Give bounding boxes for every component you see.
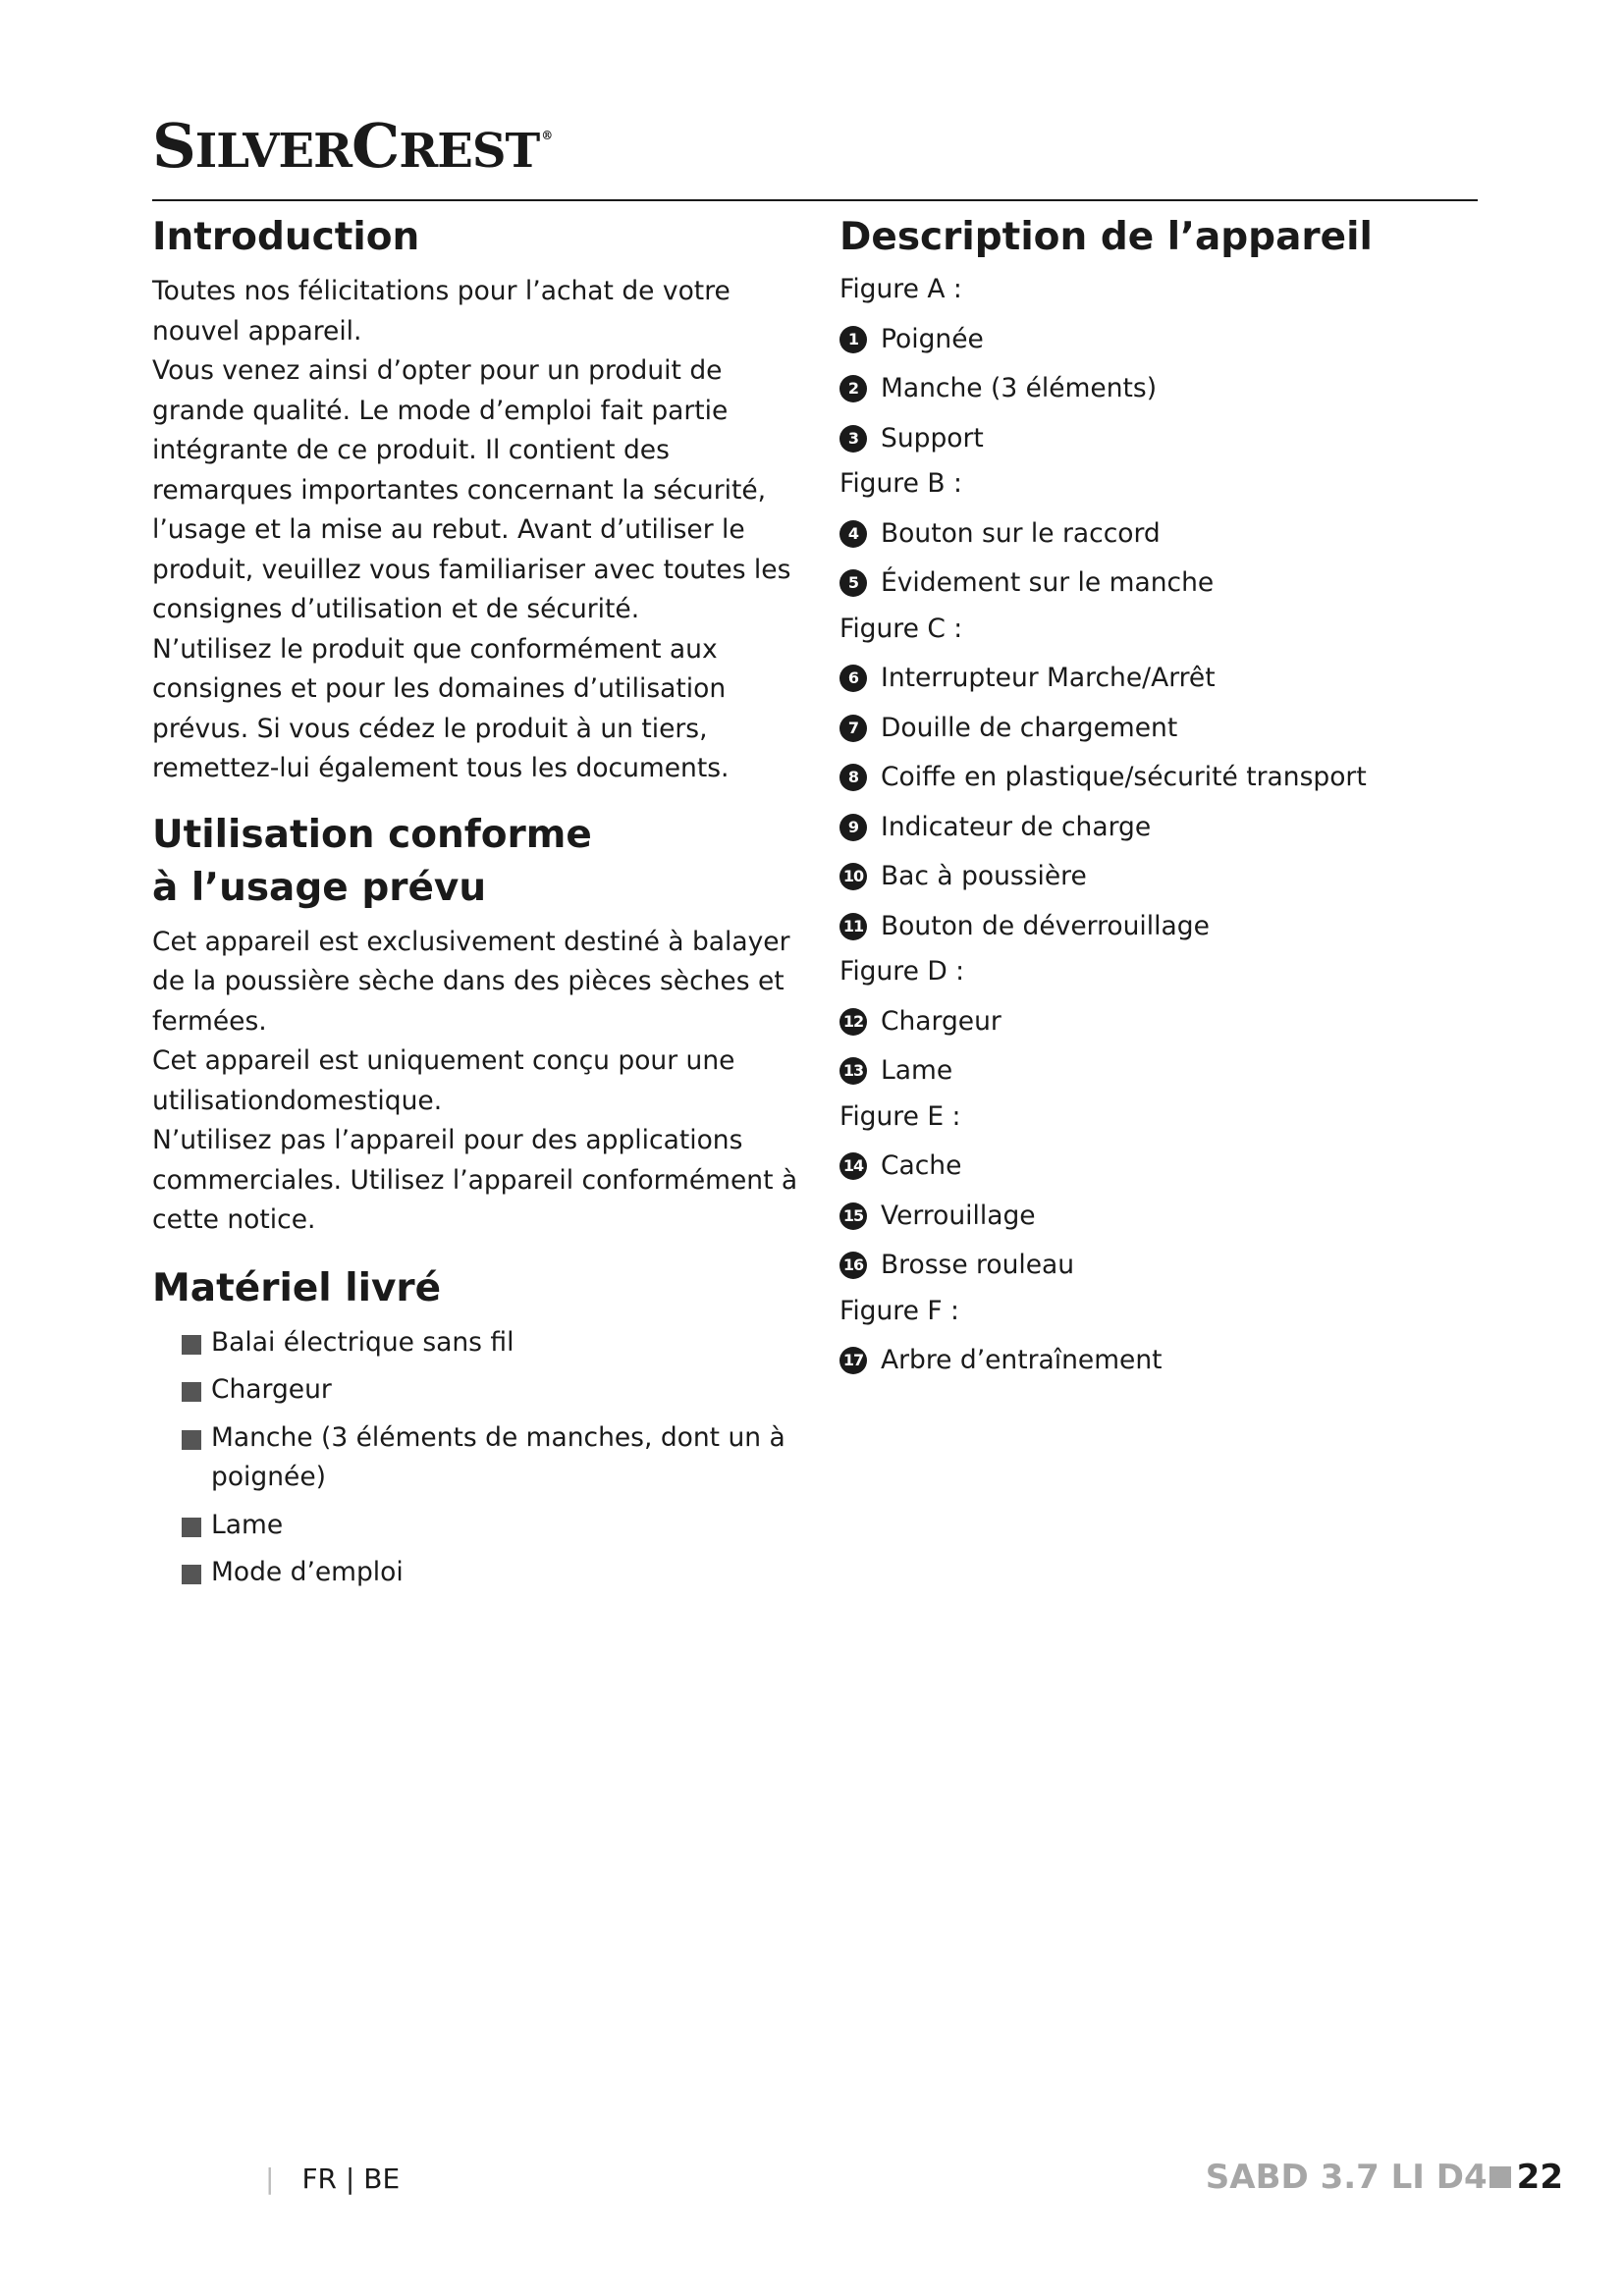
figure-label: Figure A : [839, 274, 962, 304]
delivery-list [182, 1323, 800, 1593]
introduction-heading: Introduction [152, 215, 420, 259]
right-column [839, 211, 1478, 1381]
list-item: 16 Brosse rouleau [839, 1246, 1478, 1286]
delivery-heading: Matériel livré [152, 1265, 442, 1310]
usage-paragraph: N’utilisez pas l’appareil pour des applications commerciales. Utilisez l’appareil conformément à cette notice. [152, 1125, 798, 1235]
introduction-paragraph: N’utilisez le produit que conformément aux consignes et pour les domaines d’utilisation prévus. Si vous cédez le produit à un tiers, remettez-lui également tous les documents. [152, 633, 730, 783]
list-item: 7 Douille de chargement [839, 709, 1478, 749]
lang-fr: FR [301, 2163, 337, 2195]
number-badge-icon: 5 [839, 569, 867, 597]
number-badge-icon: 7 [839, 715, 867, 742]
usage-section [152, 809, 800, 1241]
list-item: 17 Arbre d’entraînement [839, 1341, 1478, 1381]
figure-label: Figure E : [839, 1100, 961, 1132]
usage-paragraph: Cet appareil est uniquement conçu pour une utilisationdomestique. [152, 1045, 735, 1116]
figure-label: Figure F : [839, 1295, 959, 1326]
list-item: 10 Bac à poussière [839, 857, 1478, 897]
list-item: 4 Bouton sur le raccord [839, 514, 1478, 555]
list-item: 5 Évidement sur le manche [839, 563, 1478, 604]
square-marker-icon [1489, 2166, 1511, 2188]
number-badge-icon: 13 [839, 1057, 867, 1085]
list-item: Manche (3 éléments de manches, dont un à poignée) [182, 1418, 800, 1498]
figure-label: Figure D : [839, 956, 965, 987]
list-item: Lame [182, 1506, 800, 1546]
number-badge-icon: 10 [839, 863, 867, 890]
figure-label: Figure B : [839, 468, 962, 499]
number-badge-icon: 15 [839, 1202, 867, 1230]
lang-be: BE [363, 2163, 401, 2195]
number-badge-icon: 11 [839, 913, 867, 940]
number-badge-icon: 8 [839, 764, 867, 791]
list-item: Chargeur [182, 1370, 800, 1411]
brand-logo: SILVERCREST ® [152, 110, 553, 182]
list-item: 9 Indicateur de charge [839, 808, 1478, 848]
header-divider [152, 199, 1478, 201]
figure-label: Figure C : [839, 613, 963, 644]
usage-heading-line2: à l’usage prévu [152, 865, 487, 910]
list-item: 12 Chargeur [839, 1002, 1478, 1042]
number-badge-icon: 14 [839, 1152, 867, 1180]
bullet-square-icon [182, 1565, 201, 1584]
list-item: 11 Bouton de déverrouillage [839, 907, 1478, 947]
number-badge-icon: 3 [839, 425, 867, 453]
footer-model [1206, 2158, 1563, 2197]
number-badge-icon: 16 [839, 1252, 867, 1279]
list-item: 6 Interrupteur Marche/Arrêt [839, 659, 1478, 699]
footer-language [265, 2163, 400, 2195]
introduction-paragraph: Vous venez ainsi d’opter pour un produit de grande qualité. Le mode d’emploi fait partie intégrante de ce produit. Il contient des remarques importantes concernant la sécurité, l’usage et la mise au rebut. Avant d’utiliser le produit, veuillez vous familiariser avec toutes les consignes d’utilisation et de sécurité. [152, 355, 791, 624]
list-item: 13 Lame [839, 1051, 1478, 1092]
introduction-paragraph: Toutes nos félicitations pour l’achat de votre nouvel appareil. [152, 276, 731, 347]
usage-heading-line1: Utilisation conforme [152, 812, 592, 857]
number-badge-icon: 9 [839, 814, 867, 841]
page-number: 22 [1516, 2158, 1563, 2197]
list-item: Mode d’emploi [182, 1553, 800, 1593]
bullet-square-icon [182, 1335, 201, 1355]
number-badge-icon: 4 [839, 520, 867, 548]
bullet-square-icon [182, 1430, 201, 1450]
lang-separator: | [345, 2163, 355, 2195]
bullet-square-icon [182, 1518, 201, 1537]
usage-paragraph: Cet appareil est exclusivement destiné à balayer de la poussière sèche dans des pièces sèches et fermées. [152, 926, 790, 1037]
description-heading: Description de l’appareil [839, 215, 1373, 259]
number-badge-icon: 17 [839, 1347, 867, 1374]
list-item: 8 Coiffe en plastique/sécurité transport [839, 758, 1478, 798]
model-number: SABD 3.7 LI D4 [1205, 2158, 1488, 2197]
bullet-square-icon [182, 1382, 201, 1402]
number-badge-icon: 1 [839, 326, 867, 353]
list-item: 14 Cache [839, 1147, 1478, 1187]
list-item: Balai électrique sans fil [182, 1323, 800, 1363]
number-badge-icon: 2 [839, 375, 867, 402]
list-item: 1 Poignée [839, 320, 1478, 360]
delivery-section [152, 1262, 800, 1593]
number-badge-icon: 6 [839, 665, 867, 692]
left-column [152, 211, 800, 1601]
footer-divider: | [265, 2163, 275, 2195]
number-badge-icon: 12 [839, 1008, 867, 1036]
list-item: 3 Support [839, 419, 1478, 459]
list-item: 2 Manche (3 éléments) [839, 369, 1478, 409]
list-item: 15 Verrouillage [839, 1197, 1478, 1237]
